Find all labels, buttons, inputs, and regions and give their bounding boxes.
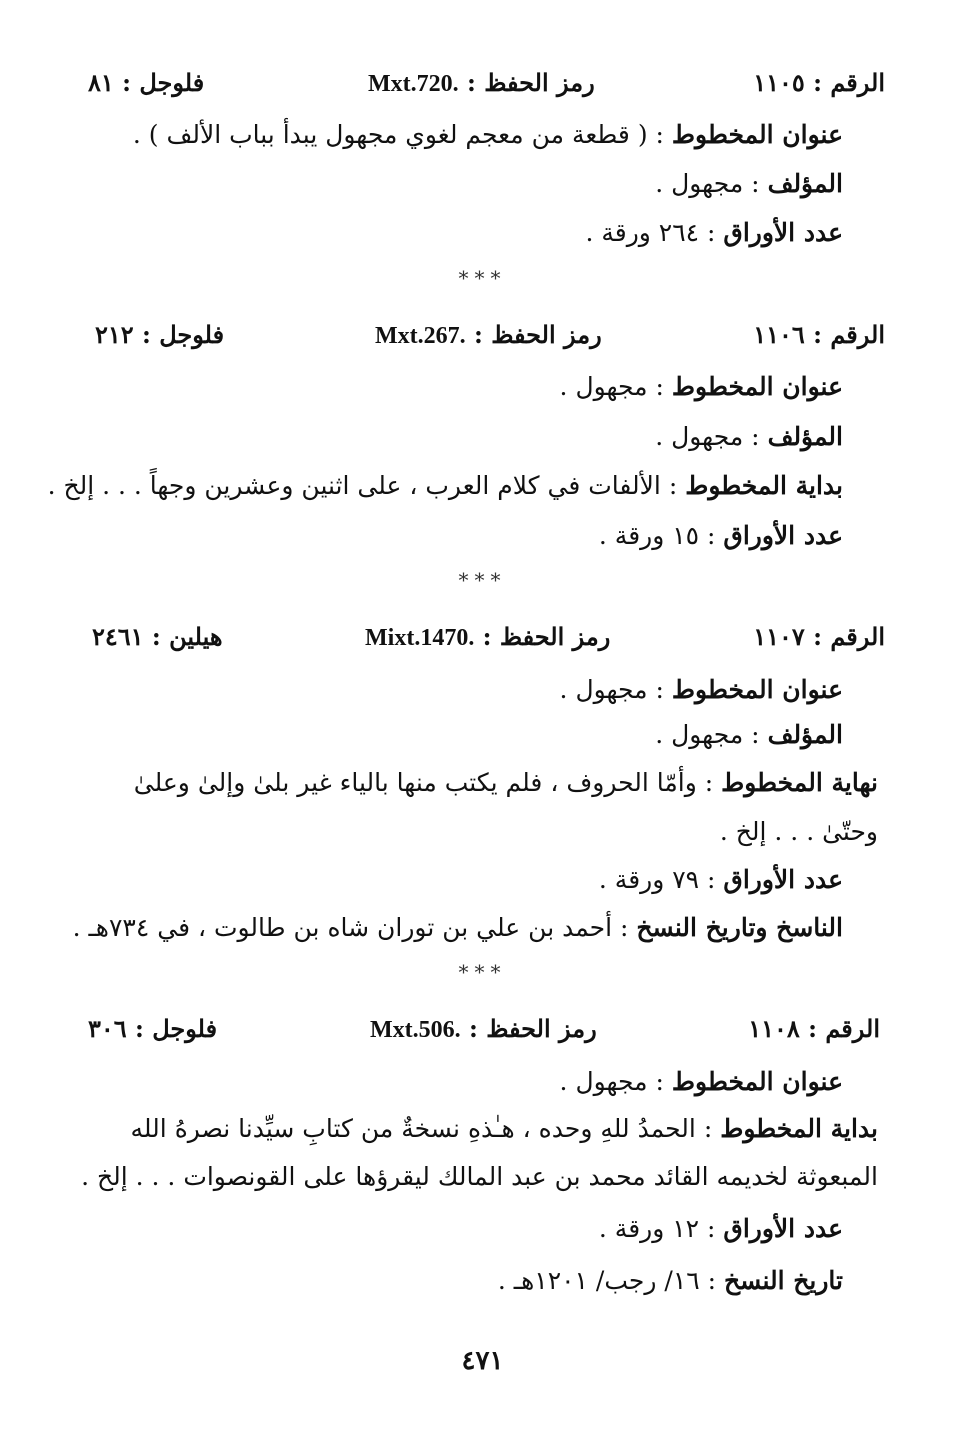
entry-1107-collection: هيلين : ٢٤٦١ <box>92 622 223 651</box>
entry-1105-author <box>655 167 843 201</box>
shelf-code: Mxt.267. <box>375 323 466 349</box>
entry-1108-title <box>560 1065 843 1099</box>
date-value: : ١٦/ رجب/ ١٢٠١هـ . <box>497 1266 717 1295</box>
leaves-label: عدد الأوراق <box>723 865 843 894</box>
entry-1106-author <box>655 420 843 454</box>
shelf-code-label: رمز الحفظ : <box>469 1014 597 1043</box>
entry-1108-leaves <box>599 1212 843 1246</box>
leaves-label: عدد الأوراق <box>723 218 843 247</box>
entry-1108-incipit <box>131 1112 879 1146</box>
shelf-code: Mxt.506. <box>370 1017 461 1043</box>
author-value: : مجهول . <box>655 169 760 198</box>
entry-1106-title <box>560 370 843 404</box>
entry-1108-incipit-cont: المبعوثة لخديمه القائد محمد بن عبد المالك ليقرؤها على القونصوات . . . إلخ . <box>81 1162 878 1191</box>
leaves-value: : ١٥ ورقة . <box>598 521 716 550</box>
entry-1106-leaves <box>599 519 843 553</box>
entry-1107-number: الرقم : ١١٠٧ <box>753 622 885 651</box>
entry-1107-title <box>560 673 843 707</box>
entry-1107-explicit <box>134 766 878 800</box>
title-value: : مجهول . <box>559 675 664 704</box>
leaves-value: : ٧٩ ورقة . <box>598 865 716 894</box>
shelf-code-label: رمز الحفظ : <box>482 622 611 651</box>
entry-1107-copyist <box>73 911 843 945</box>
author-label: المؤلف <box>767 169 843 198</box>
entry-1105-title <box>133 118 843 152</box>
entry-1105-leaves <box>585 216 843 250</box>
entry-1106-code <box>375 318 602 353</box>
separator-stars: *** <box>458 960 507 984</box>
entry-1105-number: الرقم : ١١٠٥ <box>753 68 885 97</box>
separator-stars: *** <box>458 266 507 290</box>
incipit-label: بداية المخطوط <box>685 471 843 500</box>
incipit-value-line1: : الحمدُ للهِ وحده ، هـٰذهِ نسخةٌ من كتابِ سيِّدنا نصرهُ الله <box>130 1114 713 1143</box>
leaves-value: : ٢٦٤ ورقة . <box>585 218 716 247</box>
author-value: : مجهول . <box>655 422 760 451</box>
leaves-value: : ١٢ ورقة . <box>598 1214 716 1243</box>
author-label: المؤلف <box>767 422 843 451</box>
date-label: تاريخ النسخ <box>724 1266 843 1295</box>
title-value: : ( قطعة من معجم لغوي مجهول يبدأ بباب الألف ) . <box>132 120 664 149</box>
entry-1105-code <box>368 66 595 101</box>
shelf-code-label: رمز الحفظ : <box>467 68 595 97</box>
incipit-value: : الألفات في كلام العرب ، على اثنين وعشرين وجهاً . . . إلخ . <box>47 471 678 500</box>
separator-stars: *** <box>458 568 507 592</box>
entry-1107-leaves <box>599 863 843 897</box>
author-label: المؤلف <box>767 720 843 749</box>
shelf-code: Mixt.1470. <box>365 625 475 651</box>
entry-1108-code <box>370 1012 597 1047</box>
entry-1105-collection: فلوجل : ٨١ <box>88 68 205 97</box>
explicit-value-line1: : وأمّا الحروف ، فلم يكتب منها بالياء غير بلىٰ وإلىٰ وعلىٰ <box>133 768 714 797</box>
entry-1107-author <box>655 718 843 752</box>
title-label: عنوان المخطوط <box>671 675 843 704</box>
title-label: عنوان المخطوط <box>671 372 843 401</box>
title-value: : مجهول . <box>559 1067 664 1096</box>
incipit-label: بداية المخطوط <box>720 1114 878 1143</box>
page-number: ٤٧١ <box>461 1346 504 1376</box>
entry-1108-number: الرقم : ١١٠٨ <box>748 1014 880 1043</box>
entry-1108-date <box>498 1264 843 1298</box>
entry-1106-collection: فلوجل : ٢١٢ <box>95 320 225 349</box>
explicit-label: نهاية المخطوط <box>721 768 878 797</box>
entry-1108-collection: فلوجل : ٣٠٦ <box>88 1014 218 1043</box>
entry-1107-code <box>365 620 610 655</box>
leaves-label: عدد الأوراق <box>723 1214 843 1243</box>
title-label: عنوان المخطوط <box>671 120 843 149</box>
title-label: عنوان المخطوط <box>671 1067 843 1096</box>
entry-1107-explicit-cont: وحتّىٰ . . . إلخ . <box>719 817 878 846</box>
copyist-value: : أحمد بن علي بن توران شاه بن طالوت ، في ٧٣٤هـ . <box>72 913 629 942</box>
shelf-code: Mxt.720. <box>368 71 459 97</box>
entry-1106-number: الرقم : ١١٠٦ <box>753 320 885 349</box>
copyist-label: الناسخ وتاريخ النسخ <box>636 913 843 942</box>
leaves-label: عدد الأوراق <box>723 521 843 550</box>
entry-1106-incipit <box>48 469 843 503</box>
author-value: : مجهول . <box>655 720 760 749</box>
title-value: : مجهول . <box>559 372 664 401</box>
shelf-code-label: رمز الحفظ : <box>474 320 602 349</box>
